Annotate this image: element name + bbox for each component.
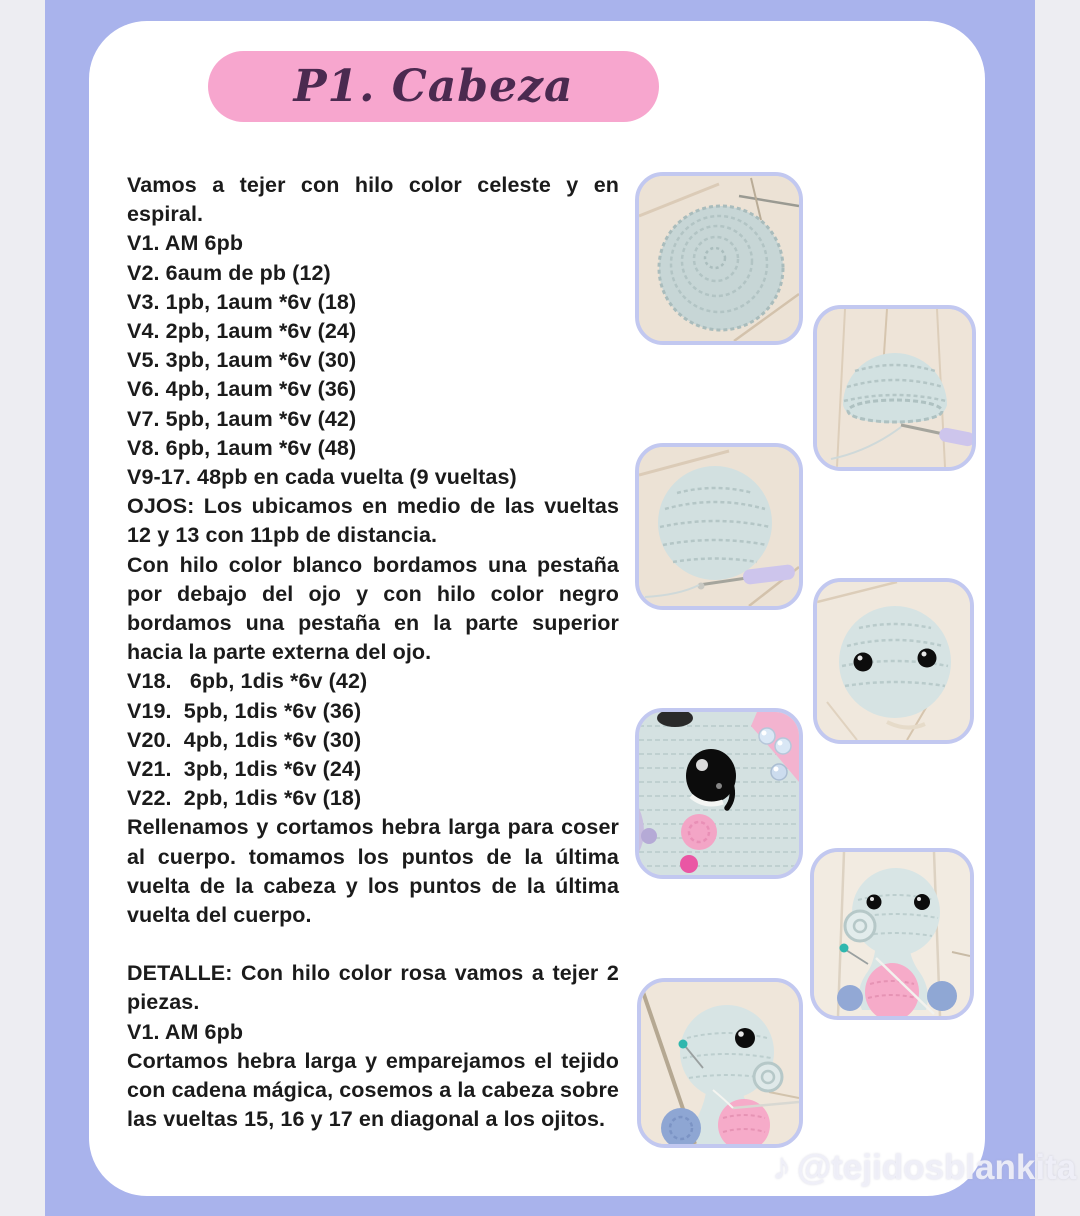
instruction-line: V19. 5pb, 1dis *6v (36) xyxy=(127,698,362,723)
detail-note: Cortamos hebra larga y emparejamos el tejido con cadena mágica, cosemos a la cabeza sobre las vueltas 15, 16 y 17 en diagonal a los ojitos. xyxy=(127,1048,619,1132)
detail-round: V1. AM 6pb xyxy=(127,1019,244,1044)
pink-cheek xyxy=(681,814,717,850)
blue-paw-left xyxy=(837,985,863,1011)
photo-head-eyes xyxy=(813,578,974,744)
photo-dome xyxy=(813,305,976,471)
crochet-ball xyxy=(658,466,772,580)
instruction-line: V1. AM 6pb xyxy=(127,231,244,256)
section-header-pill xyxy=(208,51,659,122)
instructions-column xyxy=(127,171,619,1135)
sphere-image xyxy=(639,447,799,606)
eyelash-note: Con hilo color blanco bordamos una pestaña por debajo del ojo y con hilo color negro bordamos una pestaña en la parte superior hacia la parte externa del ojo. xyxy=(127,552,619,665)
pink-snout-detail xyxy=(754,1063,782,1091)
rounds-decrease-list xyxy=(127,667,619,813)
safety-eye xyxy=(735,1028,755,1048)
head-eyes-image xyxy=(817,582,970,740)
instruction-line: V22. 2pb, 1dis *6v (18) xyxy=(127,786,362,811)
right-gutter xyxy=(1035,0,1080,1216)
crochet-circle xyxy=(659,206,783,330)
detail-intro: DETALLE: Con hilo color rosa vamos a tejer 2 piezas. xyxy=(127,961,619,1015)
eyes-note: OJOS: Los ubicamos en medio de las vueltas 12 y 13 con 11pb de distancia. xyxy=(127,494,619,548)
instruction-line: V21. 3pb, 1dis *6v (24) xyxy=(127,757,362,782)
instruction-line: V20. 4pb, 1dis *6v (30) xyxy=(127,727,362,752)
watermark xyxy=(772,1146,1076,1189)
snout xyxy=(845,911,875,941)
page-title: P1. Cabeza xyxy=(293,61,574,112)
instruction-line: V3. 1pb, 1aum *6v (18) xyxy=(127,289,357,314)
instruction-line: V18. 6pb, 1dis *6v (42) xyxy=(127,669,368,694)
left-gutter xyxy=(0,0,45,1216)
detail-snout-image xyxy=(641,982,799,1144)
blue-paw-right xyxy=(927,981,957,1011)
eye-closeup-image xyxy=(639,712,799,875)
photo-detail-snout xyxy=(637,978,803,1148)
watermark-handle: @tejidosblankita xyxy=(797,1147,1077,1187)
instruction-line: V5. 3pb, 1aum *6v (30) xyxy=(127,348,357,373)
photo-sphere xyxy=(635,443,803,610)
photo-eye-closeup xyxy=(635,708,803,879)
head-sewn-image xyxy=(814,852,970,1016)
instruction-line: V7. 5pb, 1aum *6v (42) xyxy=(127,406,357,431)
instruction-line: V9-17. 48pb en cada vuelta (9 vueltas) xyxy=(127,465,517,490)
instruction-line: V2. 6aum de pb (12) xyxy=(127,260,331,285)
paragraph-gap xyxy=(127,930,619,959)
finish-note: Rellenamos y cortamos hebra larga para coser al cuerpo. tomamos los puntos de la última vuelta de la cabeza y los puntos de la última vuelta del cuerpo. xyxy=(127,815,619,928)
photo-head-sewn xyxy=(810,848,974,1020)
instruction-line: V6. 4pb, 1aum *6v (36) xyxy=(127,377,357,402)
lavender-bead xyxy=(641,828,657,844)
dome-image xyxy=(817,309,972,467)
tiktok-note-icon: ♪ xyxy=(772,1146,791,1188)
flat-circle-image xyxy=(639,176,799,341)
intro-paragraph: Vamos a tejer con hilo color celeste y en espiral. xyxy=(127,173,619,227)
instruction-line: V4. 2pb, 1aum *6v (24) xyxy=(127,319,357,344)
photo-flat-circle xyxy=(635,172,803,345)
pink-bead xyxy=(680,855,698,873)
instruction-line: V8. 6pb, 1aum *6v (48) xyxy=(127,435,357,460)
rounds-increase-list xyxy=(127,229,619,492)
content-card xyxy=(89,21,985,1196)
